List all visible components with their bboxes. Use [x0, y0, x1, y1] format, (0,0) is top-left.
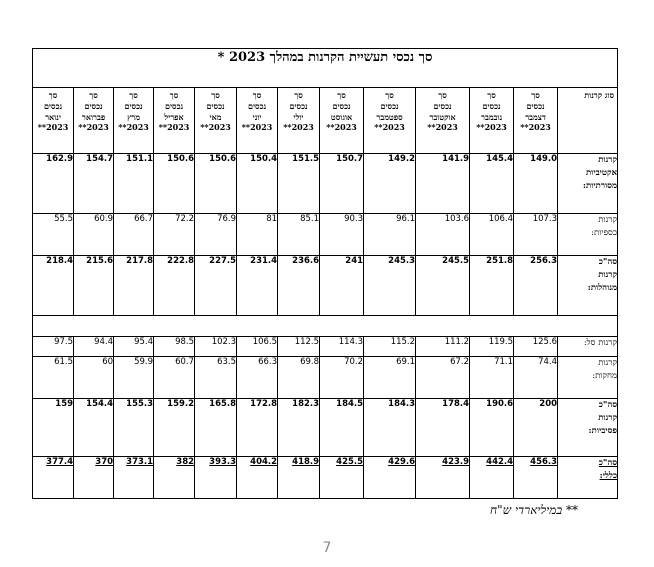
- row-label: [558, 357, 618, 399]
- value-cell: 217.8: [114, 256, 154, 316]
- header-line: סך: [48, 90, 58, 100]
- value-cell: 423.9: [416, 457, 470, 499]
- value-cell: 150.4: [237, 154, 278, 214]
- row-label-line: מסורתיות:: [582, 181, 618, 192]
- header-line: נכסים: [247, 100, 267, 111]
- value-cell: 94.4: [74, 337, 114, 357]
- value-cell: 60.7: [154, 357, 195, 399]
- value-cell: 102.3: [195, 337, 237, 357]
- header-line: 2023**: [374, 122, 405, 133]
- value-cell: 103.6: [416, 214, 470, 256]
- value-cell: 150.6: [154, 154, 195, 214]
- value-cell: 182.3: [278, 399, 320, 457]
- header-line: יוני: [252, 111, 262, 122]
- value-cell: 154.4: [74, 399, 114, 457]
- header-line: דצמבר: [525, 111, 546, 122]
- value-cell: 96.1: [364, 214, 416, 256]
- header-month: [195, 88, 237, 154]
- value-cell: 190.6: [470, 399, 514, 457]
- row-label-line: כללי:: [599, 471, 618, 482]
- header-line: סך: [252, 90, 262, 100]
- value-cell: 222.8: [154, 256, 195, 316]
- row-label-line: סה"כ: [598, 257, 618, 267]
- table-title: סך נכסי תעשיית הקרנות במהלך 2023 *: [33, 49, 618, 88]
- value-cell: 150.6: [195, 154, 237, 214]
- header-line: ספטמבר: [376, 111, 403, 122]
- row-label-line: אקטיביות: [585, 168, 618, 179]
- value-cell: 72.2: [154, 214, 195, 256]
- header-line: אוגוסט: [330, 111, 353, 122]
- header-month: [237, 88, 278, 154]
- row-label: [558, 337, 618, 357]
- row-label-line: קרנות: [598, 270, 618, 281]
- header-line: 2023**: [283, 122, 314, 133]
- value-cell: 76.9: [195, 214, 237, 256]
- row-label: [558, 256, 618, 316]
- value-cell: 107.3: [514, 214, 558, 256]
- value-cell: 215.6: [74, 256, 114, 316]
- header-month: [514, 88, 558, 154]
- value-cell: 97.5: [33, 337, 74, 357]
- value-cell: 184.5: [320, 399, 364, 457]
- row-active-traditional: [33, 154, 618, 214]
- value-cell: 61.5: [33, 357, 74, 399]
- value-cell: 218.4: [33, 256, 74, 316]
- value-cell: 155.3: [114, 399, 154, 457]
- header-month: [74, 88, 114, 154]
- fund-assets-table: [32, 48, 618, 499]
- header-month: [470, 88, 514, 154]
- header-line: סך: [531, 90, 540, 100]
- header-line: 2023**: [520, 122, 551, 133]
- value-cell: 150.7: [320, 154, 364, 214]
- header-month: [278, 88, 320, 154]
- separator-row: [33, 316, 618, 337]
- value-cell: 241: [320, 256, 364, 316]
- header-line: 2023**: [118, 122, 149, 133]
- value-cell: 60: [74, 357, 114, 399]
- header-line: סך: [294, 90, 303, 100]
- header-month: [416, 88, 470, 154]
- value-cell: 165.8: [195, 399, 237, 457]
- value-cell: 178.4: [416, 399, 470, 457]
- header-line: 2023**: [200, 122, 231, 133]
- row-etf: [33, 337, 618, 357]
- header-line: סך: [129, 90, 138, 100]
- value-cell: 184.3: [364, 399, 416, 457]
- header-line: סך: [438, 90, 447, 100]
- value-cell: 66.3: [237, 357, 278, 399]
- value-cell: 145.4: [470, 154, 514, 214]
- value-cell: 418.9: [278, 457, 320, 499]
- value-cell: 382: [154, 457, 195, 499]
- row-label-line: קרנות: [598, 413, 618, 424]
- header-line: נכסים: [380, 100, 399, 111]
- row-label-line: סה"כ: [598, 400, 618, 410]
- value-cell: 151.1: [114, 154, 154, 214]
- value-cell: 106.4: [470, 214, 514, 256]
- header-line: נכסים: [206, 100, 225, 111]
- header-line: מאי: [209, 111, 222, 122]
- value-cell: 159: [33, 399, 74, 457]
- header-line: סך: [89, 90, 98, 100]
- header-line: נובמבר: [481, 111, 503, 122]
- value-cell: 125.6: [514, 337, 558, 357]
- header-month: [33, 88, 74, 154]
- value-cell: 74.4: [514, 357, 558, 399]
- row-label-line: כספיות:: [591, 228, 618, 239]
- header-line: מרץ: [127, 111, 140, 122]
- header-line: 2023**: [158, 122, 190, 133]
- value-cell: 231.4: [237, 256, 278, 316]
- value-cell: 149.0: [514, 154, 558, 214]
- row-money-market: [33, 214, 618, 256]
- value-cell: 60.9: [74, 214, 114, 256]
- header-line: ינואר: [45, 111, 61, 122]
- row-grand-total: [33, 457, 618, 499]
- header-line: יולי: [293, 111, 304, 122]
- row-index-funds: [33, 357, 618, 399]
- value-cell: 59.9: [114, 357, 154, 399]
- value-cell: 370: [74, 457, 114, 499]
- header-row: [33, 88, 618, 154]
- header-line: נכסים: [526, 100, 545, 111]
- page-number: 7: [322, 540, 332, 556]
- header-line: סך: [385, 90, 394, 100]
- value-cell: 112.5: [278, 337, 320, 357]
- header-month: [364, 88, 416, 154]
- value-cell: 98.5: [154, 337, 195, 357]
- header-line: נכסים: [164, 100, 184, 111]
- header-line: 2023**: [241, 122, 273, 133]
- row-label: [558, 154, 618, 214]
- value-cell: 429.6: [364, 457, 416, 499]
- value-cell: 456.3: [514, 457, 558, 499]
- header-line: נכסים: [84, 100, 103, 111]
- value-cell: 71.1: [470, 357, 514, 399]
- header-line: 2023**: [78, 122, 109, 133]
- value-cell: 90.3: [320, 214, 364, 256]
- row-label-line: פסיביות:: [588, 426, 618, 437]
- value-cell: 106.5: [237, 337, 278, 357]
- header-line: סך: [487, 90, 496, 100]
- header-month: [320, 88, 364, 154]
- row-label-line: סה"כ: [598, 458, 618, 468]
- value-cell: 227.5: [195, 256, 237, 316]
- header-line: 2023**: [427, 122, 458, 133]
- header-line: אוקטובר: [429, 111, 456, 122]
- header-fund-type: סוג קרנות: [558, 88, 618, 154]
- header-line: נכסים: [289, 100, 308, 111]
- header-month: [154, 88, 195, 154]
- value-cell: 69.1: [364, 357, 416, 399]
- value-cell: 115.2: [364, 337, 416, 357]
- value-cell: 63.5: [195, 357, 237, 399]
- header-line: פברואר: [81, 111, 106, 122]
- value-cell: 236.6: [278, 256, 320, 316]
- header-line: נכסים: [43, 100, 63, 111]
- value-cell: 151.5: [278, 154, 320, 214]
- header-line: 2023**: [37, 122, 69, 133]
- header-line: אפריל: [164, 111, 184, 122]
- value-cell: 393.3: [195, 457, 237, 499]
- value-cell: 141.9: [416, 154, 470, 214]
- header-line: נכסים: [332, 100, 351, 111]
- header-line: נכסים: [433, 100, 452, 111]
- value-cell: 114.3: [320, 337, 364, 357]
- row-label-line: מחקות:: [592, 371, 618, 382]
- row-passive-total: [33, 399, 618, 457]
- value-cell: 111.2: [416, 337, 470, 357]
- header-month: [114, 88, 154, 154]
- row-label: [558, 214, 618, 256]
- value-cell: 245.3: [364, 256, 416, 316]
- row-label: [558, 457, 618, 499]
- value-cell: 159.2: [154, 399, 195, 457]
- value-cell: 425.5: [320, 457, 364, 499]
- header-line: 2023**: [326, 122, 357, 133]
- value-cell: 119.5: [470, 337, 514, 357]
- value-cell: 442.4: [470, 457, 514, 499]
- value-cell: 162.9: [33, 154, 74, 214]
- row-managed-total: [33, 256, 618, 316]
- value-cell: 256.3: [514, 256, 558, 316]
- value-cell: 251.8: [470, 256, 514, 316]
- value-cell: 70.2: [320, 357, 364, 399]
- header-line: סך: [211, 90, 220, 100]
- value-cell: 85.1: [278, 214, 320, 256]
- row-label-line: קרנות סל:: [583, 338, 618, 348]
- value-cell: 67.2: [416, 357, 470, 399]
- header-line: נכסים: [482, 100, 501, 111]
- value-cell: 377.4: [33, 457, 74, 499]
- value-cell: 69.8: [278, 357, 320, 399]
- value-cell: 404.2: [237, 457, 278, 499]
- value-cell: 373.1: [114, 457, 154, 499]
- value-cell: 149.2: [364, 154, 416, 214]
- row-label-line: קרנות: [598, 155, 618, 165]
- value-cell: 66.7: [114, 214, 154, 256]
- row-label: [558, 399, 618, 457]
- value-cell: 172.8: [237, 399, 278, 457]
- header-line: נכסים: [124, 100, 143, 111]
- row-label-line: מנוהלות:: [587, 283, 618, 294]
- value-cell: 81: [237, 214, 278, 256]
- value-cell: 200: [514, 399, 558, 457]
- value-cell: 95.4: [114, 337, 154, 357]
- header-line: 2023**: [476, 122, 507, 133]
- value-cell: 55.5: [33, 214, 74, 256]
- value-cell: 245.5: [416, 256, 470, 316]
- value-cell: 154.7: [74, 154, 114, 214]
- row-label-line: קרנות: [598, 358, 618, 368]
- units-note: ** במיליארדי ש"ח: [490, 503, 578, 517]
- header-line: סך: [169, 90, 179, 100]
- header-line: סך: [337, 90, 346, 100]
- row-label-line: קרנות: [598, 215, 618, 225]
